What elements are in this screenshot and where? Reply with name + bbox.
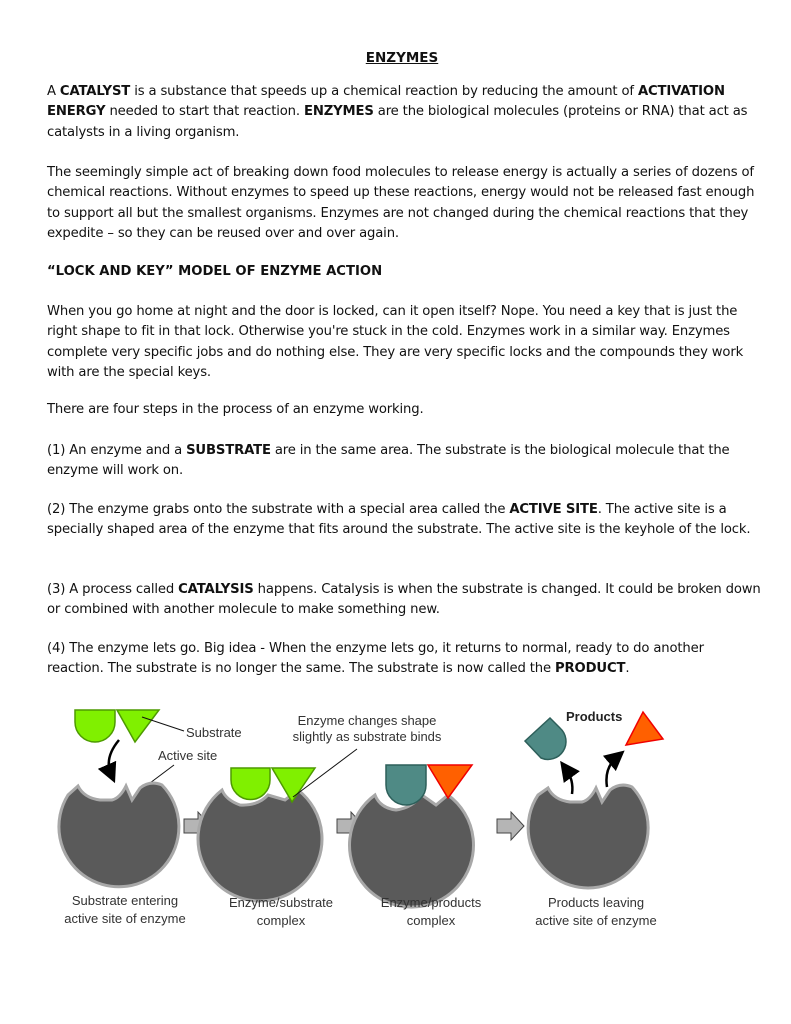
product-teal-released: [525, 718, 566, 759]
substrate-half-circle: [75, 710, 115, 742]
entering-arrow-icon: [109, 740, 119, 774]
caption-2-line2: complex: [256, 913, 306, 928]
enzyme-2: [198, 790, 322, 901]
term-activation-energy: ACTIVATION ENERGY: [47, 84, 725, 120]
paragraph-four-steps: There are four steps in the process of an enzyme working.: [47, 402, 424, 417]
caption-3-line2: complex: [406, 913, 456, 928]
product-orange-released: [626, 712, 663, 745]
product-teal-bound: [386, 765, 426, 805]
label-products: Products: [566, 709, 623, 724]
caption-4-line1: Products leaving: [547, 895, 645, 910]
text: are the biological molecules (proteins or RNA) that act as catalysts in a living organism.: [47, 104, 748, 140]
label-substrate: Substrate: [186, 725, 242, 740]
caption-3-line1: Enzyme/products: [380, 895, 482, 910]
text: A: [47, 84, 60, 99]
text: is a substance that speeds up a chemical reaction by reducing the amount of: [130, 84, 638, 99]
label-shape-change-line2: slightly as substrate binds: [292, 729, 442, 744]
caption-1-line1: Substrate entering: [71, 893, 179, 908]
term-active-site: ACTIVE SITE: [509, 502, 598, 517]
bound-substrate-half-circle: [231, 768, 270, 800]
label-shape-change-line1: Enzyme changes shape: [297, 713, 437, 728]
paragraph-energy: The seemingly simple act of breaking down food molecules to release energy is actually a series of dozens of chemical reactions. Without enzymes to speed up these reactions, energy would not be released fast enough to support all but the smallest organisms. Enzymes are not changed during the chemical reactions that they expedite – so they can be reused over and over again.: [47, 165, 755, 242]
text: are in the same area. The substrate is the biological molecule that the enzyme will work on.: [47, 443, 730, 479]
text: happens. Catalysis is when the substrate is changed. It could be broken down or combined with another molecule to make something new.: [47, 582, 761, 618]
text: (3) A process called: [47, 582, 179, 597]
text: needed to start that reaction.: [105, 104, 304, 120]
substrate-triangle: [117, 710, 159, 742]
caption-2-line1: Enzyme/substrate: [228, 895, 334, 910]
paragraph-lock-analogy: When you go home at night and the door is locked, can it open itself? Nope. You need a key that is just the right shape to fit in that lock. Otherwise you're stuck in the cold. Enzymes work in a similar way. Enzymes complete very specific jobs and do nothing else. They are very specific locks and the compounds they work with are the special keys.: [47, 304, 744, 381]
text: (1) An enzyme and a: [47, 443, 187, 458]
text: (4) The enzyme lets go. Big idea - When the enzyme lets go, it returns to normal, ready to do another reaction. The substrate is no longer the same. The substrate is now called the: [47, 641, 704, 677]
release-arrow-2-icon: [606, 757, 617, 787]
text: (2) The enzyme grabs onto the substrate with a special area called the: [47, 502, 510, 517]
process-arrow-3-icon: [497, 812, 524, 840]
page-title: ENZYMES: [365, 50, 439, 66]
text: . The active site is a specially shaped area of the enzyme that fits around the substrate. The active site is the keyhole of the lock.: [47, 502, 751, 538]
enzyme-1: [59, 783, 179, 887]
text: .: [625, 661, 630, 677]
term-catalyst: CATALYST: [59, 84, 131, 99]
enzyme-3: [349, 795, 473, 907]
label-active-site: Active site: [158, 748, 218, 763]
term-catalysis: CATALYSIS: [178, 582, 254, 597]
term-enzymes: ENZYMES: [303, 104, 374, 120]
release-arrow-1-icon: [566, 769, 572, 794]
enzyme-4: [528, 785, 648, 888]
term-substrate: SUBSTRATE: [186, 443, 271, 458]
section-heading-lock-and-key: “LOCK AND KEY” MODEL OF ENZYME ACTION: [47, 264, 383, 279]
caption-1-line2: active site of enzyme: [64, 911, 186, 926]
term-product: PRODUCT: [555, 661, 626, 677]
product-orange-bound: [428, 765, 472, 798]
caption-4-line2: active site of enzyme: [535, 913, 657, 928]
